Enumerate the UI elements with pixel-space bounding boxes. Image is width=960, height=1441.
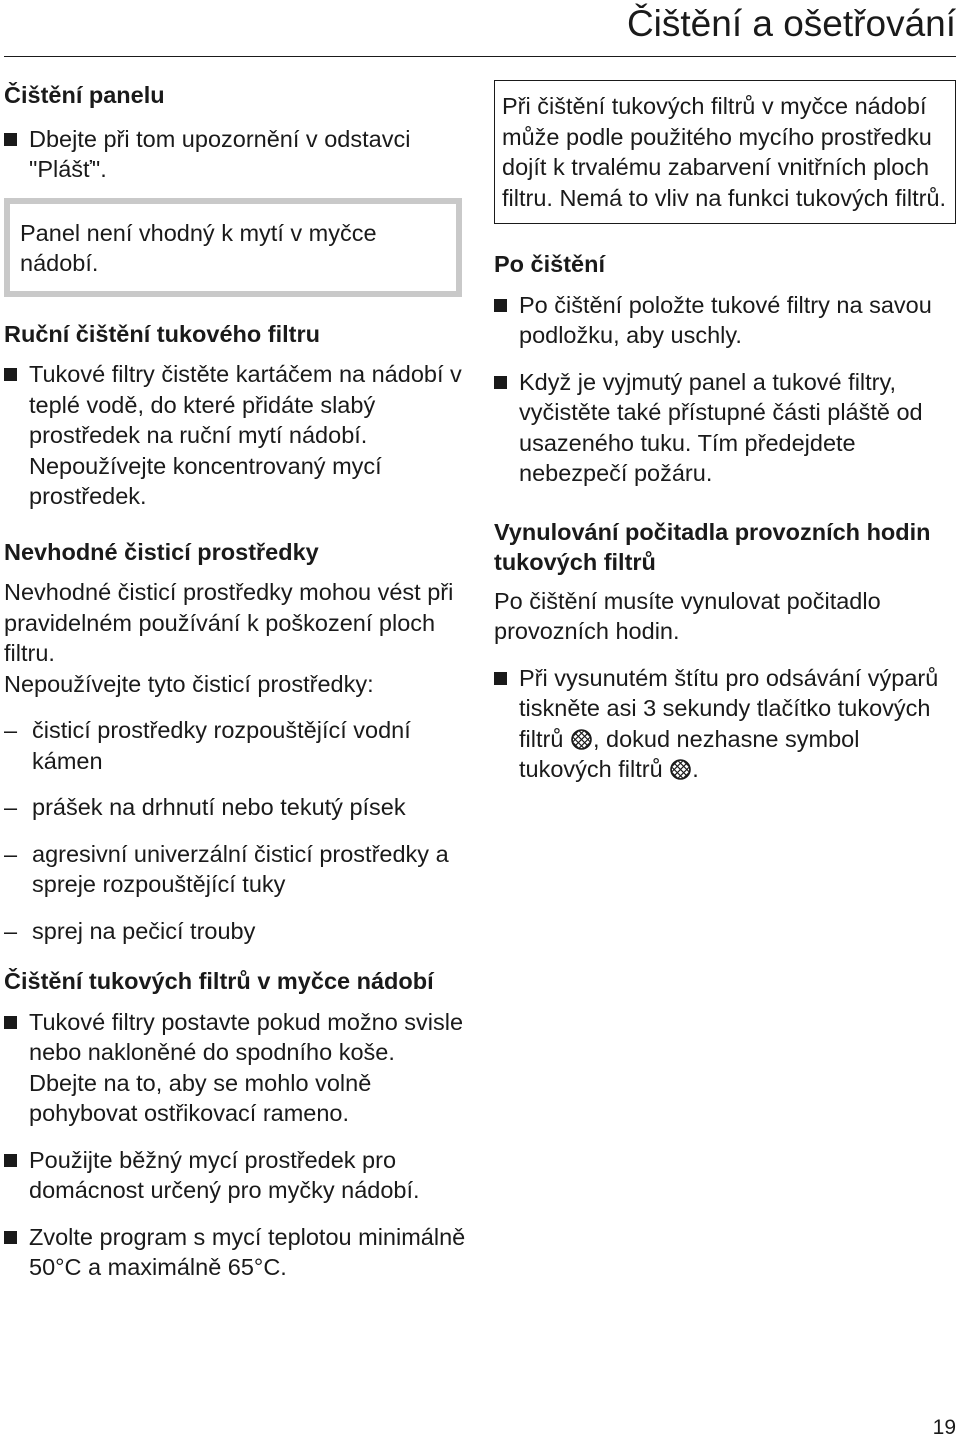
heading-manual-cleaning: Ruční čištění tukového filtru — [4, 320, 320, 347]
dash-item: – čisticí prostředky rozpouštějící vodní kámen — [4, 715, 466, 776]
grease-filter-grid-icon — [670, 759, 691, 780]
left-column — [4, 80, 466, 1283]
heading-panel-cleaning: Čištění panelu — [4, 82, 165, 108]
section-reset-counter — [494, 517, 956, 785]
header-rule — [4, 56, 956, 57]
paragraph: Nepoužívejte tyto čisticí prostředky: — [4, 670, 374, 697]
bullet-text: . — [692, 756, 699, 782]
section-panel-cleaning — [4, 80, 466, 297]
heading-unsuitable-cleaners: Nevhodné čisticí prostředky — [4, 538, 319, 565]
bullet-item: Když je vyjmutý panel a tukové filtry, vyčistěte také přístupné části pláště od usazeného tuku. Tím předejdete nebezpečí požáru. — [494, 367, 956, 489]
bullet-item: Použijte běžný mycí prostředek pro domácnost určený pro myčky nádobí. — [4, 1145, 466, 1206]
section-unsuitable-cleaners — [4, 537, 466, 947]
paragraph: Nevhodné čisticí prostředky mohou vést při pravidelném používání k poškození ploch filtru. — [4, 579, 454, 666]
bullet-item: Tukové filtry čistěte kartáčem na nádobí v teplé vodě, do které přidáte slabý prostředek na ruční mytí nádobí. Nepoužívejte koncentrovaný mycí prostředek. — [4, 359, 466, 512]
bullet-text: , dokud nezhasne symbol tukových filtrů — [519, 725, 860, 782]
section-dishwasher-cleaning — [4, 966, 466, 1283]
bullet-item — [494, 663, 956, 785]
note-text: Panel není vhodný k mytí v myčce nádobí. — [20, 219, 377, 276]
right-column — [494, 80, 956, 785]
dash-list — [4, 715, 466, 946]
bullet-text: Při vysunutém štítu pro odsávání výparů tiskněte asi 3 sekundy tlačítko tukových filtrů — [519, 664, 939, 752]
note-text: Při čištění tukových filtrů v myčce nádobí může podle použitého mycího prostředku dojít k trvalému zabarvení vnitřních ploch filtru. Nemá to vliv na funkci tukových filtrů. — [502, 93, 947, 211]
paragraph: Po čištění musíte vynulovat počitadlo provozních hodin. — [494, 587, 881, 644]
bullet-list — [494, 663, 956, 785]
bullet-item: Po čištění položte tukové filtry na savou podložku, aby uschly. — [494, 290, 956, 351]
grease-filter-grid-icon — [571, 729, 592, 750]
bullet-list — [4, 359, 466, 512]
bullet-list — [494, 290, 956, 489]
dash-item: – sprej na pečicí trouby — [4, 916, 466, 947]
warning-note-box — [494, 80, 956, 224]
note-box — [4, 198, 462, 297]
page-number: 19 — [932, 1416, 956, 1439]
bullet-list — [4, 124, 466, 185]
section-manual-cleaning — [4, 319, 466, 512]
bullet-item: Dbejte při tom upozornění v odstavci "Plášť". — [4, 124, 466, 185]
heading-reset-counter: Vynulování počitadla provozních hodin tukových filtrů — [494, 518, 931, 575]
dash-item: – agresivní univerzální čisticí prostředky a spreje rozpouštějící tuky — [4, 839, 466, 900]
section-after-cleaning — [494, 249, 956, 489]
heading-dishwasher-cleaning: Čištění tukových filtrů v myčce nádobí — [4, 968, 434, 994]
bullet-item: Tukové filtry postavte pokud možno svisle nebo nakloněné do spodního koše. Dbejte na to, aby se mohlo volně pohybovat ostřikovací rameno. — [4, 1007, 466, 1129]
bullet-item: Zvolte program s mycí teplotou minimálně 50°C a maximálně 65°C. — [4, 1222, 466, 1283]
bullet-list — [4, 1007, 466, 1283]
heading-after-cleaning: Po čištění — [494, 251, 606, 277]
page-title: Čištění a ošetřování — [626, 3, 956, 44]
dash-item: – prášek na drhnutí nebo tekutý písek — [4, 792, 466, 823]
